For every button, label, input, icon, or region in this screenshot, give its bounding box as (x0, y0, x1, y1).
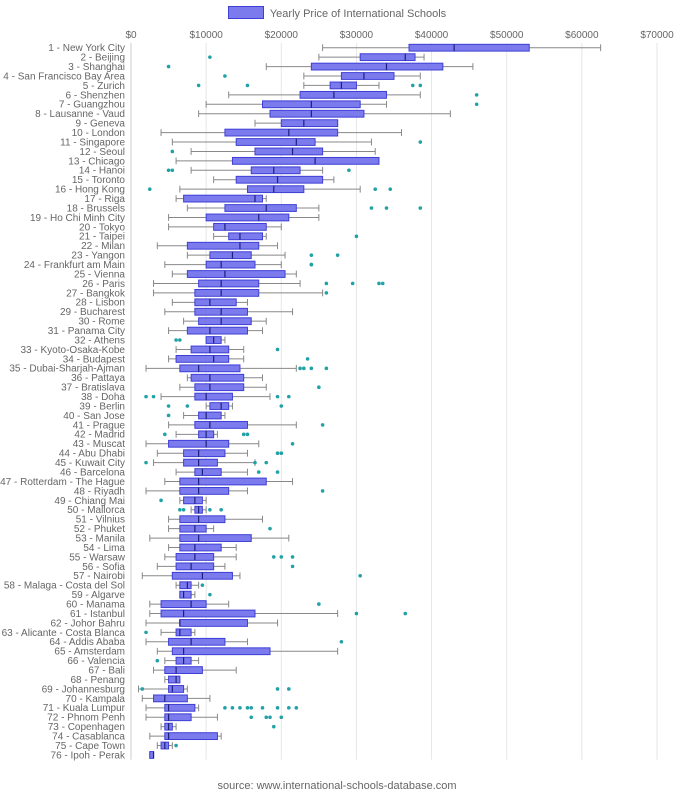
iqr-box (180, 478, 266, 485)
iqr-box (225, 205, 296, 212)
iqr-box (255, 148, 323, 155)
category-label: 48 - Riyadh (73, 486, 125, 498)
category-label: 36 - Pattaya (71, 373, 125, 385)
iqr-box (232, 157, 379, 164)
outlier-point (321, 489, 325, 493)
category-label: 14 - Hanoi (78, 165, 125, 177)
outlier-point (174, 744, 178, 748)
category-label: 8 - Lausanne - Vaud (35, 109, 125, 121)
iqr-box (195, 384, 244, 391)
iqr-box (300, 91, 386, 98)
iqr-box (206, 214, 289, 221)
category-label: 65 - Amsterdam (54, 646, 125, 658)
category-label: 5 - Zurich (82, 80, 125, 92)
iqr-box (199, 280, 259, 287)
outlier-point (373, 187, 377, 191)
outlier-point (208, 508, 212, 512)
category-label: 62 - Johor Bahru (50, 618, 125, 630)
outlier-point (201, 583, 205, 587)
category-label: 73 - Copenhagen (47, 722, 125, 734)
outlier-point (291, 442, 295, 446)
category-label: 66 - Valencia (67, 656, 125, 668)
outlier-point (276, 706, 280, 710)
x-tick-label: $60000 (565, 30, 599, 41)
outlier-point (347, 169, 351, 173)
category-label: 18 - Brussels (66, 203, 125, 215)
outlier-point (197, 84, 201, 88)
category-label: 13 - Chicago (68, 156, 125, 168)
category-label: 27 - Bangkok (66, 288, 125, 300)
category-label: 29 - Bucharest (59, 307, 125, 319)
outlier-point (167, 414, 171, 418)
iqr-box (161, 610, 255, 617)
outlier-point (279, 451, 283, 455)
iqr-box (180, 582, 191, 589)
iqr-box (187, 242, 258, 249)
category-label: 31 - Panama City (47, 326, 125, 338)
category-label: 54 - Lima (83, 542, 125, 554)
category-label: 44 - Abu Dhabi (58, 448, 125, 460)
iqr-box (180, 516, 225, 523)
iqr-box (195, 422, 248, 429)
outlier-point (302, 367, 306, 371)
category-label: 45 - Kuwait City (54, 458, 125, 470)
outlier-point (287, 395, 291, 399)
category-label: 76 - Ipoh - Perak (50, 750, 125, 762)
outlier-point (163, 433, 167, 437)
iqr-box (176, 629, 191, 636)
iqr-box (180, 365, 240, 372)
category-label: 51 - Vilnius (75, 514, 125, 526)
outlier-point (264, 715, 268, 719)
outlier-point (246, 433, 250, 437)
category-label: 74 - Casablanca (52, 731, 125, 743)
category-label: 35 - Dubai-Sharjah-Ajman (9, 363, 125, 375)
iqr-box (184, 195, 263, 202)
outlier-point (276, 687, 280, 691)
x-tick-label: $20000 (264, 30, 298, 41)
iqr-box (154, 695, 188, 702)
outlier-point (208, 55, 212, 59)
outlier-point (295, 706, 299, 710)
outlier-point (167, 404, 171, 408)
outlier-point (178, 338, 182, 342)
iqr-box (281, 120, 337, 127)
category-label: 15 - Toronto (71, 175, 125, 187)
outlier-point (403, 612, 407, 616)
iqr-box (165, 667, 203, 674)
category-label: 33 - Kyoto-Osaka-Kobe (20, 344, 125, 356)
category-label: 39 - Berlin (79, 401, 125, 413)
iqr-box (187, 327, 247, 334)
iqr-box (180, 591, 191, 598)
iqr-box (210, 403, 229, 410)
iqr-box (229, 233, 263, 240)
outlier-point (182, 508, 186, 512)
category-label: 68 - Penang (70, 674, 125, 686)
category-label: 10 - London (71, 127, 125, 139)
x-tick-label: $10000 (189, 30, 223, 41)
outlier-point (291, 565, 295, 569)
outlier-point (475, 93, 479, 97)
outlier-point (475, 102, 479, 106)
outlier-point (310, 367, 314, 371)
iqr-box (341, 73, 394, 80)
iqr-box (270, 110, 364, 117)
outlier-point (171, 169, 175, 173)
category-label: 17 - Riga (84, 193, 125, 205)
category-label: 55 - Warsaw (69, 552, 125, 564)
iqr-box (184, 497, 203, 504)
iqr-box (247, 186, 303, 193)
iqr-box (195, 299, 236, 306)
outlier-point (208, 593, 212, 597)
category-label: 22 - Milan (81, 241, 125, 253)
outlier-point (325, 291, 329, 295)
outlier-point (249, 715, 253, 719)
iqr-box (236, 139, 315, 146)
outlier-point (279, 404, 283, 408)
iqr-box (210, 252, 251, 259)
iqr-box (199, 412, 222, 419)
outlier-point (249, 706, 253, 710)
category-label: 28 - Lisbon (75, 297, 125, 309)
outlier-point (178, 508, 182, 512)
category-label: 23 - Yangon (71, 250, 125, 262)
x-tick-label: $40000 (414, 30, 449, 41)
x-tick-label: $0 (125, 30, 137, 41)
outlier-point (279, 715, 283, 719)
source-note: source: www.international-schools-database.com (217, 780, 457, 792)
iqr-box (195, 289, 259, 296)
iqr-box (187, 271, 285, 278)
outlier-point (272, 725, 276, 729)
category-label: 41 - Prague (72, 420, 125, 432)
category-label: 69 - Johannesburg (41, 684, 125, 696)
category-label: 57 - Nairobi (73, 571, 125, 583)
category-label: 50 - Mallorca (67, 505, 125, 517)
category-label: 20 - Tokyo (79, 222, 125, 234)
iqr-box (165, 704, 195, 711)
category-label: 24 - Frankfurt am Main (23, 260, 125, 272)
category-label: 9 - Geneva (75, 118, 125, 130)
category-label: 59 - Algarve (71, 590, 125, 602)
category-label: 67 - Bali (88, 665, 125, 677)
outlier-point (377, 282, 381, 286)
outlier-point (171, 150, 175, 154)
category-label: 53 - Manila (75, 533, 125, 545)
outlier-point (411, 84, 415, 88)
iqr-box (360, 54, 415, 61)
category-label: 21 - Taipei (79, 231, 125, 243)
outlier-point (317, 385, 321, 389)
iqr-box (161, 601, 206, 608)
iqr-box (195, 469, 221, 476)
iqr-box (311, 63, 443, 70)
category-label: 52 - Phuket (73, 524, 125, 536)
outlier-point (257, 470, 261, 474)
outlier-point (355, 235, 359, 239)
x-tick-label: $50000 (490, 30, 524, 41)
outlier-point (144, 461, 148, 465)
category-label: 42 - Madrid (74, 429, 125, 441)
iqr-box (169, 686, 184, 693)
iqr-box (225, 129, 338, 136)
outlier-point (419, 206, 423, 210)
category-label: 47 - Rotterdam - The Hague (0, 476, 125, 488)
outlier-point (268, 527, 272, 531)
outlier-point (291, 555, 295, 559)
category-label: 49 - Chiang Mai (54, 495, 125, 507)
iqr-box (330, 82, 356, 89)
iqr-box (176, 356, 229, 363)
iqr-box (169, 440, 229, 447)
outlier-point (325, 367, 329, 371)
category-label: 2 - Beijing (80, 52, 125, 64)
iqr-box (180, 535, 251, 542)
category-label: 26 - Paris (82, 278, 125, 290)
outlier-point (298, 367, 302, 371)
iqr-box (214, 223, 267, 230)
category-label: 11 - Singapore (60, 137, 125, 149)
outlier-point (419, 140, 423, 144)
outlier-point (264, 461, 268, 465)
outlier-point (388, 187, 392, 191)
category-label: 19 - Ho Chi Minh City (29, 212, 125, 224)
outlier-point (174, 338, 178, 342)
outlier-point (351, 282, 355, 286)
category-label: 72 - Phnom Penh (47, 712, 125, 724)
outlier-point (152, 395, 156, 399)
outlier-point (325, 282, 329, 286)
outlier-point (381, 282, 385, 286)
iqr-box (191, 374, 244, 381)
category-label: 61 - Istanbul (69, 608, 125, 620)
iqr-box (165, 733, 218, 740)
iqr-box (184, 450, 225, 457)
outlier-point (276, 348, 280, 352)
iqr-box (180, 488, 229, 495)
category-label: 75 - Cape Town (55, 740, 125, 752)
outlier-point (321, 423, 325, 427)
outlier-point (148, 187, 152, 191)
outlier-point (287, 706, 291, 710)
category-label: 70 - Kampala (65, 693, 125, 705)
outlier-point (223, 706, 227, 710)
outlier-point (156, 659, 160, 663)
outlier-point (144, 395, 148, 399)
outlier-point (261, 706, 265, 710)
category-label: 34 - Budapest (62, 354, 125, 366)
outlier-point (276, 470, 280, 474)
outlier-point (159, 499, 163, 503)
iqr-box (199, 318, 252, 325)
outlier-point (167, 169, 171, 173)
x-tick-label: $30000 (339, 30, 374, 41)
category-label: 37 - Bratislava (61, 382, 125, 394)
outlier-point (310, 253, 314, 257)
category-label: 32 - Athens (74, 335, 125, 347)
category-label: 43 - Muscat (72, 439, 125, 451)
outlier-point (340, 640, 344, 644)
outlier-point (370, 206, 374, 210)
iqr-box (169, 676, 180, 683)
outlier-point (358, 574, 362, 578)
category-label: 12 - Seoul (79, 146, 125, 158)
iqr-box (180, 525, 206, 532)
category-label: 56 - Sofia (82, 561, 125, 573)
category-label: 58 - Malaga - Costa del Sol (3, 580, 125, 592)
category-label: 4 - San Francisco Bay Area (3, 71, 125, 83)
legend-label: Yearly Price of International Schools (269, 8, 447, 20)
category-label: 1 - New York City (48, 43, 125, 55)
category-label: 46 - Barcelona (59, 467, 125, 479)
iqr-box (251, 167, 300, 174)
outlier-point (279, 555, 283, 559)
outlier-point (355, 612, 359, 616)
category-label: 30 - Rome (78, 316, 125, 328)
category-label: 71 - Kuala Lumpur (42, 703, 125, 715)
outlier-point (246, 84, 250, 88)
outlier-point (272, 555, 276, 559)
iqr-box (180, 544, 221, 551)
iqr-box (169, 638, 225, 645)
iqr-box (184, 459, 218, 466)
outlier-point (140, 687, 144, 691)
outlier-point (246, 706, 250, 710)
outlier-point (186, 404, 190, 408)
outlier-point (419, 84, 423, 88)
outlier-point (385, 206, 389, 210)
category-label: 16 - Hong Kong (54, 184, 125, 196)
iqr-box (195, 393, 233, 400)
outlier-point (253, 461, 257, 465)
outlier-point (219, 508, 223, 512)
outlier-point (223, 74, 227, 78)
category-label: 6 - Shenzhen (65, 90, 125, 102)
iqr-box (409, 44, 529, 51)
outlier-point (336, 253, 340, 257)
outlier-point (238, 706, 242, 710)
outlier-point (231, 706, 235, 710)
category-label: 40 - San Jose (63, 410, 125, 422)
outlier-point (317, 602, 321, 606)
x-tick-label: $70000 (640, 30, 674, 41)
iqr-box (206, 261, 255, 268)
outlier-point (144, 631, 148, 635)
outlier-point (242, 433, 246, 437)
outlier-point (287, 687, 291, 691)
category-label: 63 - Alicante - Costa Blanca (1, 627, 125, 639)
category-label: 38 - Doha (81, 392, 125, 404)
category-label: 25 - Vienna (74, 269, 125, 281)
outlier-point (167, 65, 171, 69)
category-label: 7 - Guangzhou (58, 99, 125, 111)
iqr-box (176, 563, 214, 570)
category-label: 60 - Manama (66, 599, 125, 611)
category-label: 3 - Shanghai (68, 61, 125, 73)
outlier-point (310, 263, 314, 267)
category-label: 64 - Addis Ababa (49, 637, 125, 649)
outlier-point (306, 357, 310, 361)
iqr-box (236, 176, 322, 183)
iqr-box (172, 648, 270, 655)
outlier-point (268, 715, 272, 719)
outlier-point (276, 395, 280, 399)
outlier-point (276, 451, 280, 455)
iqr-box (180, 620, 248, 627)
